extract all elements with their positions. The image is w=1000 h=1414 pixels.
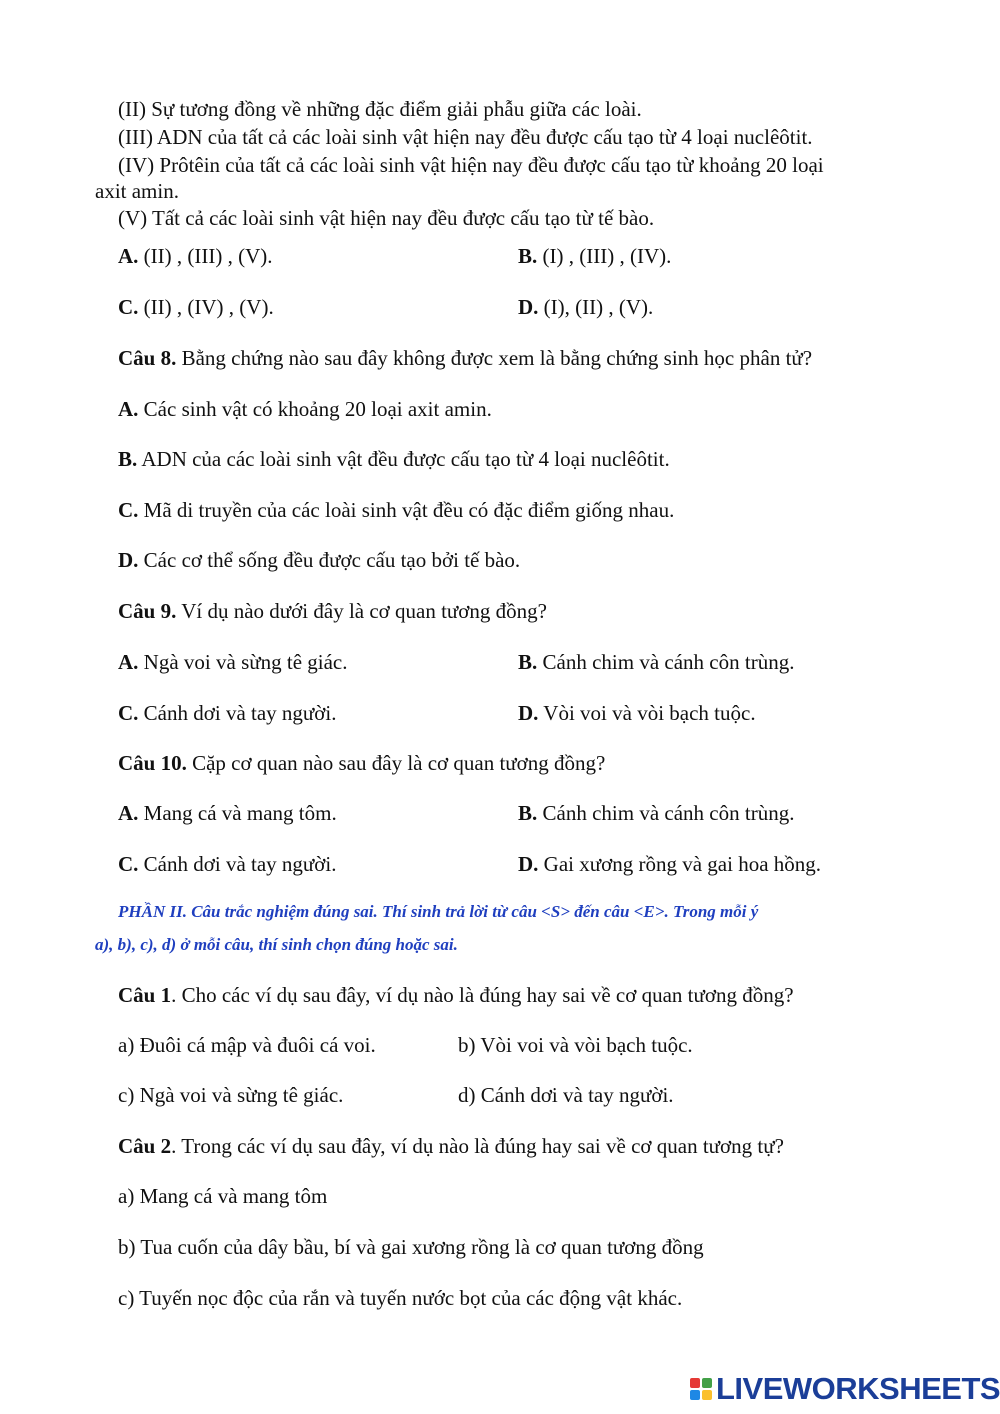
statement-ii: (II) Sự tương đồng về những đặc điểm giải phẫu giữa các loài. (118, 97, 642, 121)
q8-option-b[interactable]: B. ADN của các loài sinh vật đều được cấu tạo từ 4 loại nuclêôtit. (118, 447, 670, 471)
q8-option-d[interactable]: D. Các cơ thể sống đều được cấu tạo bởi tế bào. (118, 548, 521, 572)
part-2-heading: PHẦN II. Câu trắc nghiệm đúng sai. Thí sinh trả lời từ câu <S> đến câu <E>. Trong mỗi ý (118, 902, 759, 921)
p2q1-item-a[interactable]: a) Đuôi cá mập và đuôi cá voi. (118, 1033, 376, 1057)
p2q1-item-c[interactable]: c) Ngà voi và sừng tê giác. (118, 1083, 344, 1107)
p2q2-item-a[interactable]: a) Mang cá và mang tôm (118, 1184, 328, 1208)
intro-option-a[interactable]: A. (II) , (III) , (V). (118, 244, 273, 268)
q10-option-b[interactable]: B. Cánh chim và cánh côn trùng. (518, 801, 795, 825)
statement-v: (V) Tất cả các loài sinh vật hiện nay đều được cấu tạo từ tế bào. (118, 206, 655, 230)
q9-option-d[interactable]: D. Vòi voi và vòi bạch tuộc. (518, 701, 756, 725)
part-2-heading-cont: a), b), c), d) ở mỗi câu, thí sinh chọn đúng hoặc sai. (95, 935, 458, 954)
intro-option-b[interactable]: B. (I) , (III) , (IV). (518, 244, 672, 268)
logo-text: LIVEWORKSHEETS (716, 1371, 1000, 1406)
question-10: Câu 10. Cặp cơ quan nào sau đây là cơ quan tương đồng? (118, 751, 606, 775)
q9-option-b[interactable]: B. Cánh chim và cánh côn trùng. (518, 650, 795, 674)
part2-question-1: Câu 1. Cho các ví dụ sau đây, ví dụ nào là đúng hay sai về cơ quan tương đồng? (118, 983, 794, 1007)
q8-option-a[interactable]: A. Các sinh vật có khoảng 20 loại axit amin. (118, 397, 492, 421)
p2q1-item-b[interactable]: b) Vòi voi và vòi bạch tuộc. (458, 1033, 693, 1057)
statement-iv-cont: axit amin. (95, 179, 179, 203)
intro-option-d[interactable]: D. (I), (II) , (V). (518, 295, 654, 319)
q10-option-d[interactable]: D. Gai xương rồng và gai hoa hồng. (518, 852, 822, 876)
logo-square-3 (690, 1390, 700, 1400)
logo-square-2 (702, 1378, 712, 1388)
q8-option-c[interactable]: C. Mã di truyền của các loài sinh vật đều có đặc điểm giống nhau. (118, 498, 675, 522)
question-9: Câu 9. Ví dụ nào dưới đây là cơ quan tương đồng? (118, 599, 547, 623)
statement-iv: (IV) Prôtêin của tất cả các loài sinh vật hiện nay đều được cấu tạo từ khoảng 20 loại (118, 153, 824, 177)
p2q1-item-d[interactable]: d) Cánh dơi và tay người. (458, 1083, 674, 1107)
p2q2-item-c[interactable]: c) Tuyến nọc độc của rắn và tuyến nước bọt của các động vật khác. (118, 1286, 683, 1310)
part2-question-2: Câu 2. Trong các ví dụ sau đây, ví dụ nào là đúng hay sai về cơ quan tương tự? (118, 1134, 784, 1158)
liveworksheets-logo (690, 1372, 1000, 1406)
p2q2-item-b[interactable]: b) Tua cuốn của dây bầu, bí và gai xương rồng là cơ quan tương đồng (118, 1235, 704, 1259)
q10-option-a[interactable]: A. Mang cá và mang tôm. (118, 801, 337, 825)
question-8: Câu 8. Bằng chứng nào sau đây không được xem là bằng chứng sinh học phân tử? (118, 346, 813, 370)
logo-square-1 (690, 1378, 700, 1388)
logo-squares-icon (690, 1378, 712, 1400)
logo-square-4 (702, 1390, 712, 1400)
q9-option-a[interactable]: A. Ngà voi và sừng tê giác. (118, 650, 348, 674)
intro-option-c[interactable]: C. (II) , (IV) , (V). (118, 295, 274, 319)
statement-iii: (III) ADN của tất cả các loài sinh vật hiện nay đều được cấu tạo từ 4 loại nuclêôtit. (118, 125, 813, 149)
q10-option-c[interactable]: C. Cánh dơi và tay người. (118, 852, 337, 876)
q9-option-c[interactable]: C. Cánh dơi và tay người. (118, 701, 337, 725)
